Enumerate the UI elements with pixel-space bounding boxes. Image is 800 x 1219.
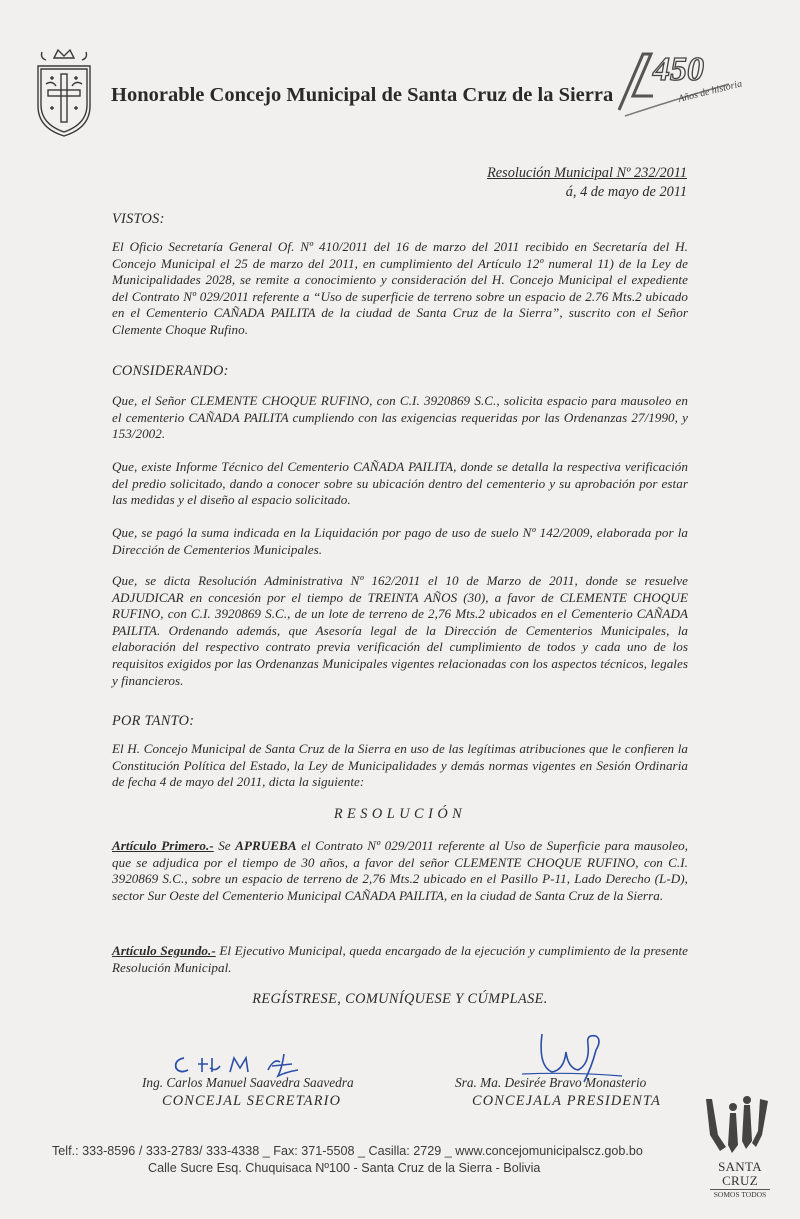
resolution-date: á, 4 de mayo de 2011 bbox=[565, 184, 687, 200]
considerando-paragraph-1: Que, el Señor CLEMENTE CHOQUE RUFINO, con C.I. 3920869 S.C., solicita espacio para mausoleo en el cementerio CAÑADA PAILITA cumpliendo con las exigencias requeridas por las Ordenanzas 27/1990, y 153/2002. bbox=[112, 393, 688, 442]
resolucion-heading: RESOLUCIÓN bbox=[333, 806, 467, 822]
articulo-primero bbox=[112, 838, 688, 904]
footer bbox=[52, 1143, 643, 1176]
articulo-segundo-label: Artículo Segundo.- bbox=[112, 943, 216, 958]
anniversary-number: 450 bbox=[653, 51, 704, 88]
header-title: Honorable Concejo Municipal de Santa Cruz de la Sierra bbox=[111, 84, 614, 106]
santa-cruz-figures-icon bbox=[700, 1095, 780, 1155]
por-tanto-text: El H. Concejo Municipal de Santa Cruz de la Sierra en uso de las legítimas atribuciones que le confieren la Constitución Política del Estado, la Ley de Municipalidades y demás normas vigentes en Sesión Ordinaria de fecha 4 de mayo del 2011, dicta la siguiente: bbox=[112, 741, 688, 790]
right-signer-title: CONCEJALA PRESIDENTA bbox=[472, 1093, 662, 1109]
articulo-primero-text: el Contrato Nº 029/2011 referente al Uso de Superficie para mausoleo, que se adjudica por el tiempo de 30 años, a favor del señor CLEMENTE CHOQUE RUFINO, con C.I. 3920869 S.C., sobre un espacio de terreno de 2,76 Mts.2 ubicado en el Pasillo P-11, Lado Derecho (L-D), sector Sur Oeste del Cementerio Municipal CAÑADA PAILITA, en la ciudad de Santa Cruz de la Sierra. bbox=[112, 838, 689, 903]
articulo-primero-text-before: Se bbox=[218, 838, 231, 853]
logo-slogan: SOMOS TODOS bbox=[710, 1189, 770, 1200]
articulo-primero-verb: APRUEBA bbox=[235, 838, 297, 853]
anniversary-450-logo bbox=[613, 40, 744, 130]
resolution-number: Resolución Municipal Nº 232/2011 bbox=[487, 165, 687, 181]
left-signer-title: CONCEJAL SECRETARIO bbox=[162, 1093, 342, 1109]
logo-name: SANTA CRUZ bbox=[718, 1159, 762, 1188]
coat-of-arms-icon bbox=[32, 44, 96, 138]
footer-contact-line: Telf.: 333-8596 / 333-2783/ 333-4338 _ Fax: 371-5508 _ Casilla: 2729 _ www.concejomunicipalscz.gob.bo bbox=[52, 1144, 643, 1158]
vistos-heading: VISTOS: bbox=[112, 211, 165, 227]
considerando-paragraph-4: Que, se dicta Resolución Administrativa Nº 162/2011 el 10 de Marzo de 2011, donde se resuelve ADJUDICAR en concesión por el tiempo de TREINTA AÑOS (30), a favor de CLEMENTE CHOQUE RUFINO, con C.I. 3920869 S.C., de un lote de terreno de 2,76 Mts.2 ubicados en el Cementerio CAÑADA PAILITA. Ordenando además, que Asesoría legal de la Dirección de Cementerios Municipales, la elaboración del respectivo contrato previa verificación del cumplimiento de todos y cada uno de los requisitos exigidos por las Ordenanzas Municipales vigentes relacionadas con los aspectos técnicos, legales y financieros. bbox=[112, 573, 688, 688]
right-signer-name: Sra. Ma. Desirée Bravo Monasterio bbox=[455, 1075, 647, 1090]
left-signature-icon bbox=[168, 1040, 318, 1080]
anniversary-caption: Años de historia bbox=[677, 78, 744, 105]
articulo-primero-label: Artículo Primero.- bbox=[112, 838, 214, 853]
left-signer-name: Ing. Carlos Manuel Saavedra Saavedra bbox=[142, 1075, 354, 1090]
vistos-text: El Oficio Secretaría General Of. Nº 410/2011 del 16 de marzo del 2011 recibido en Secretaría del H. Concejo Municipal el 25 de marzo del 2011, en cumplimiento del Artículo 12º numeral 11) de la Ley de Municipalidades 2028, se remite a conocimiento y consideración del H. Concejo Municipal el expediente del Contrato Nº 029/2011 referente a “Uso de superficie de terreno sobre un espacio de 2.76 Mts.2 ubicado en el Cementerio CAÑADA PAILITA de la ciudad de Santa Cruz de la Sierra”, suscrito con el Señor Clemente Choque Rufino. bbox=[112, 239, 688, 337]
articulo-segundo bbox=[112, 943, 688, 976]
por-tanto-heading: POR TANTO: bbox=[112, 713, 195, 729]
considerando-heading: CONSIDERANDO: bbox=[112, 363, 229, 379]
footer-address-line: Calle Sucre Esq. Chuquisaca Nº100 - Santa Cruz de la Sierra - Bolivia bbox=[148, 1160, 541, 1175]
articulo-segundo-text: El Ejecutivo Municipal, queda encargado de la ejecución y cumplimiento de la presente Resolución Municipal. bbox=[112, 943, 688, 975]
closing-formula: REGÍSTRESE, COMUNÍQUESE Y CÚMPLASE. bbox=[252, 991, 548, 1007]
considerando-paragraph-2: Que, existe Informe Técnico del Cementerio CAÑADA PAILITA, donde se detalla la respectiva verificación del predio solicitado, dando a conocer sobre su ubicación dentro del cementerio y su aprobación por estar las medidas y el diseño al espacio solicitado. bbox=[112, 459, 688, 508]
santa-cruz-logo bbox=[700, 1095, 780, 1199]
considerando-paragraph-3: Que, se pagó la suma indicada en la Liquidación por pago de uso de suelo Nº 142/2009, elaborada por la Dirección de Cementerios Municipales. bbox=[112, 525, 688, 557]
